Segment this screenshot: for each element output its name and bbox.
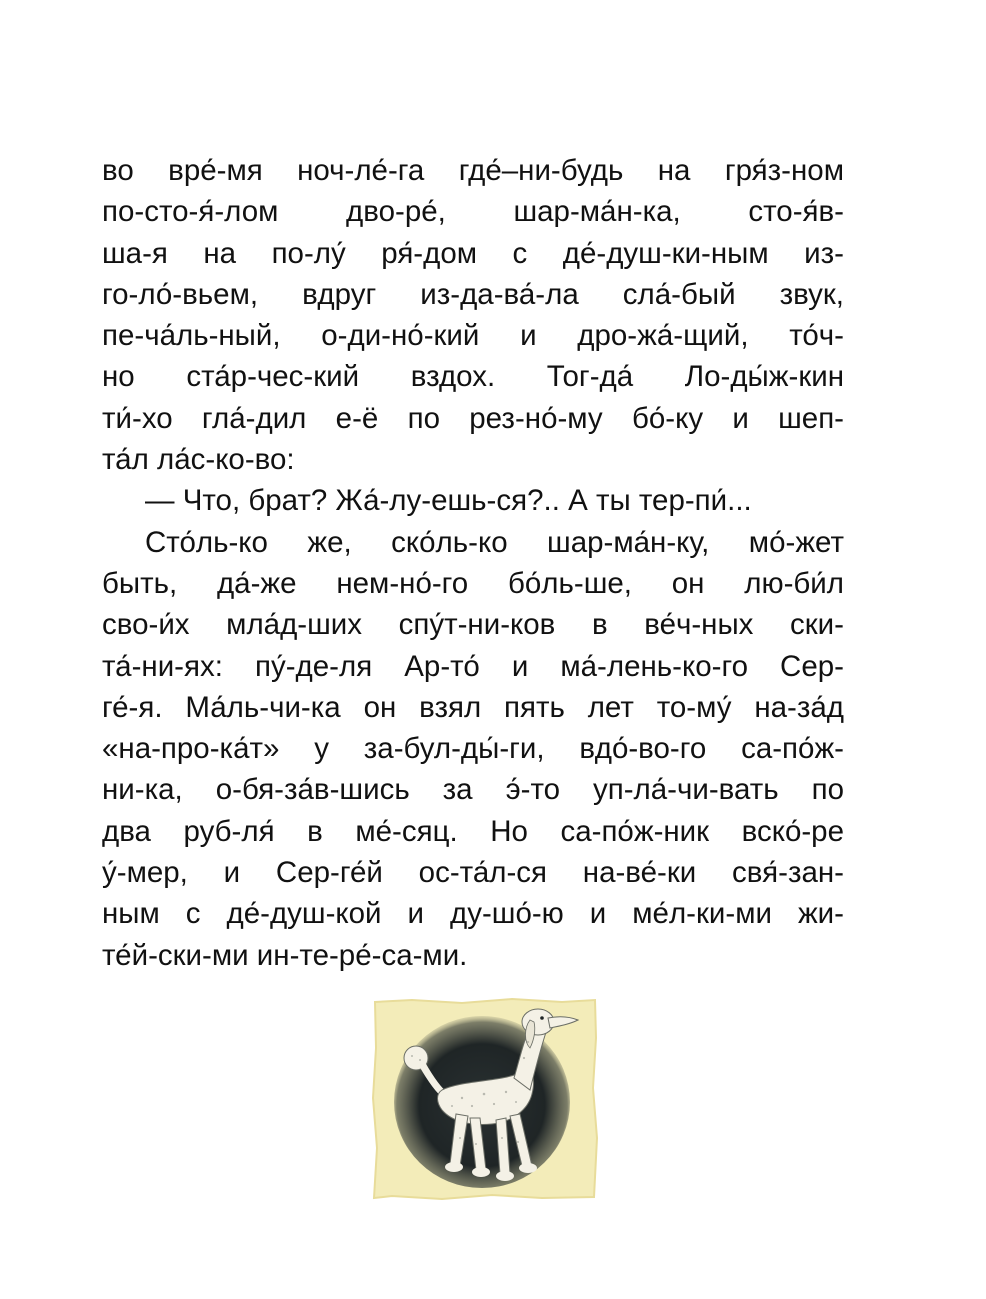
text-line: по-сто-я́-лом дво-ре́, шар-ма́н-ка, сто-я́в- bbox=[102, 195, 844, 229]
text-line: два руб-ля́ в ме́-сяц. Но са-по́ж-ник вско́-ре bbox=[102, 814, 844, 848]
text-line: те́й-ски-ми ин-те-ре́-са-ми. bbox=[102, 938, 468, 972]
text-line: во вре́-мя ноч-ле́-га где́–ни-будь на гря́з-ном bbox=[102, 154, 844, 187]
text-line: ша-я на по-лу́ ря́-дом с де́-душ-ки-ным из- bbox=[102, 236, 844, 270]
text-line: быть, да́-же нем-но́-го бо́ль-ше, он лю-би́л bbox=[102, 566, 844, 600]
text-line: Сто́ль-ко же, ско́ль-ко шар-ма́н-ку, мо́-жет bbox=[145, 525, 844, 559]
text-line: пе-ча́ль-ный, о-ди-но́-кий и дро-жа́-щий, то́ч- bbox=[102, 319, 844, 353]
story-text bbox=[102, 150, 844, 976]
text-line: ным с де́-душ-кой и ду-шо́-ю и ме́л-ки-ми жи- bbox=[102, 897, 844, 931]
text-line: сво-и́х мла́д-ших спу́т-ни-ков в ве́ч-ных ски- bbox=[102, 608, 844, 642]
text-line: ни-ка, о-бя-за́в-шись за э́-то уп-ла́-чи-вать по bbox=[102, 773, 844, 807]
text-line: та́-ни-ях: пу́-де-ля Ар-то́ и ма́-лень-ко-го Сер- bbox=[102, 649, 844, 683]
text-line: ге́-я. Ма́ль-чи-ка он взял пять лет то-му́ на-за́д bbox=[102, 690, 844, 724]
poodle-illustration bbox=[372, 998, 598, 1200]
dialogue-line: — Что, брат? Жа́-лу-ешь-ся?.. А ты тер-пи́... bbox=[145, 484, 752, 518]
text-line: ти́-хо гла́-дил е-ё по рез-но́-му бо́-ку и шеп- bbox=[102, 401, 844, 435]
text-line: у́-мер, и Сер-ге́й ос-та́л-ся на-ве́-ки свя́-зан- bbox=[102, 856, 844, 890]
text-line: го-ло́-вьем, вдруг из-да-ва́-ла сла́-бый звук, bbox=[102, 277, 844, 311]
text-line: «на-про-ка́т» у за-бул-ды́-ги, вдо́-во-го са-по́ж- bbox=[102, 732, 844, 766]
text-line: та́л ла́с-ко-во: bbox=[102, 443, 295, 477]
poodle-icon bbox=[372, 998, 598, 1200]
text-line: но ста́р-чес-кий вздох. Тог-да́ Ло-ды́ж-кин bbox=[102, 360, 844, 394]
